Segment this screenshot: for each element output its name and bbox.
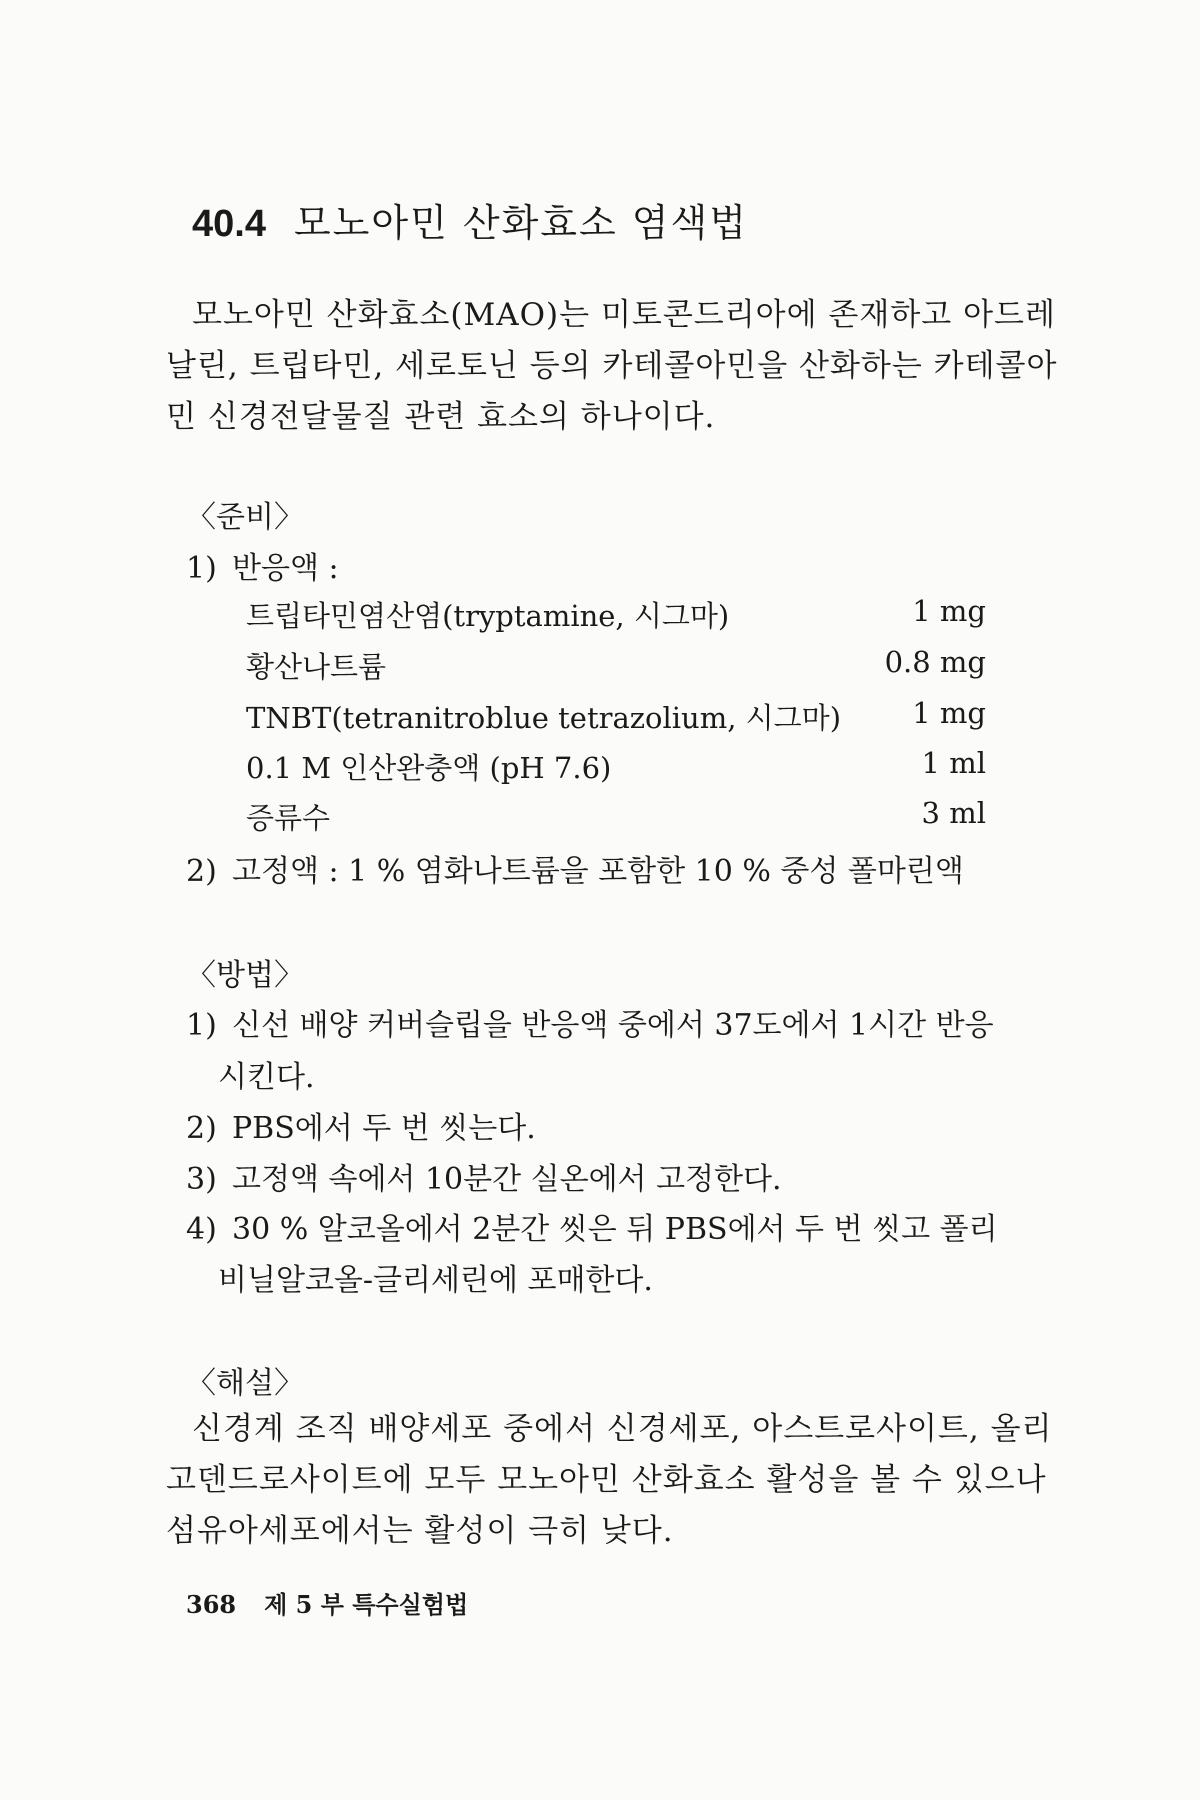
reagent-amount: 1 ml	[921, 746, 986, 780]
reagent-row	[246, 746, 986, 787]
page-number: 368	[186, 1590, 237, 1619]
item-label: 반응액 :	[232, 551, 339, 586]
reagent-amount: 3 ml	[921, 796, 986, 830]
reagent-amount: 1 mg	[912, 696, 986, 730]
method-step	[186, 1103, 536, 1147]
intro-line: 모노아민 산화효소(MAO)는 미토콘드리아에 존재하고 아드레	[192, 297, 1056, 333]
intro-line: 날린, 트립타민, 세로토닌 등의 카테콜아민을 산화하는 카테콜아	[166, 348, 1058, 384]
step-continuation: 비닐알코올-글리세린에 포매한다.	[218, 1263, 653, 1298]
comment-paragraph	[166, 1404, 1053, 1557]
section-title	[192, 192, 748, 247]
page-footer	[186, 1585, 468, 1620]
method-step	[186, 1000, 994, 1044]
method-step	[186, 1204, 998, 1248]
reagent-row	[246, 796, 986, 837]
step-number: 1)	[186, 1008, 217, 1043]
reagent-name: 0.1 M 인산완충액 (pH 7.6)	[246, 751, 612, 785]
reagent-amount: 0.8 mg	[884, 645, 986, 679]
reagent-name: 증류수	[246, 801, 331, 835]
comment-heading: 〈해설〉	[186, 1366, 304, 1401]
step-text: PBS에서 두 번 씻는다.	[232, 1111, 536, 1146]
intro-line: 민 신경전달물질 관련 효소의 하나이다.	[166, 399, 716, 435]
step-text: 고정액 속에서 10분간 실온에서 고정한다.	[232, 1162, 782, 1197]
step-continuation: 시킨다.	[218, 1060, 315, 1095]
item-number: 1)	[186, 551, 217, 586]
reagent-name: 황산나트륨	[246, 650, 387, 684]
section-title-text: 모노아민 산화효소 염색법	[293, 201, 748, 245]
intro-paragraph	[166, 290, 1058, 443]
step-number: 3)	[186, 1162, 217, 1197]
reagent-name: TNBT(tetranitroblue tetrazolium, 시그마)	[246, 701, 842, 735]
prep-item-2	[186, 846, 964, 890]
reagent-row	[246, 645, 986, 686]
step-number: 2)	[186, 1111, 217, 1146]
reagent-row	[246, 594, 986, 635]
step-text: 신선 배양 커버슬립을 반응액 중에서 37도에서 1시간 반응	[232, 1008, 994, 1043]
step-number: 4)	[186, 1212, 217, 1247]
reagent-row	[246, 696, 986, 737]
method-heading: 〈방법〉	[186, 958, 304, 993]
comment-line: 고덴드로사이트에 모두 모노아민 산화효소 활성을 볼 수 있으나	[166, 1462, 1047, 1498]
reagent-name: 트립타민염산염(tryptamine, 시그마)	[246, 599, 730, 633]
prep-heading: 〈준비〉	[186, 500, 304, 535]
step-text: 30 % 알코올에서 2분간 씻은 뒤 PBS에서 두 번 씻고 폴리	[232, 1212, 998, 1247]
prep-item-1	[186, 543, 339, 587]
section-number: 40.4	[192, 203, 266, 245]
comment-line: 신경계 조직 배양세포 중에서 신경세포, 아스트로사이트, 올리	[192, 1411, 1053, 1447]
reagent-amount: 1 mg	[912, 594, 986, 628]
running-footer: 제 5 부 특수실험법	[264, 1590, 469, 1619]
item-text: 고정액 : 1 % 염화나트륨을 포함한 10 % 중성 폴마린액	[232, 854, 964, 889]
item-number: 2)	[186, 854, 217, 889]
comment-line: 섬유아세포에서는 활성이 극히 낮다.	[166, 1513, 674, 1549]
method-step	[186, 1154, 782, 1198]
